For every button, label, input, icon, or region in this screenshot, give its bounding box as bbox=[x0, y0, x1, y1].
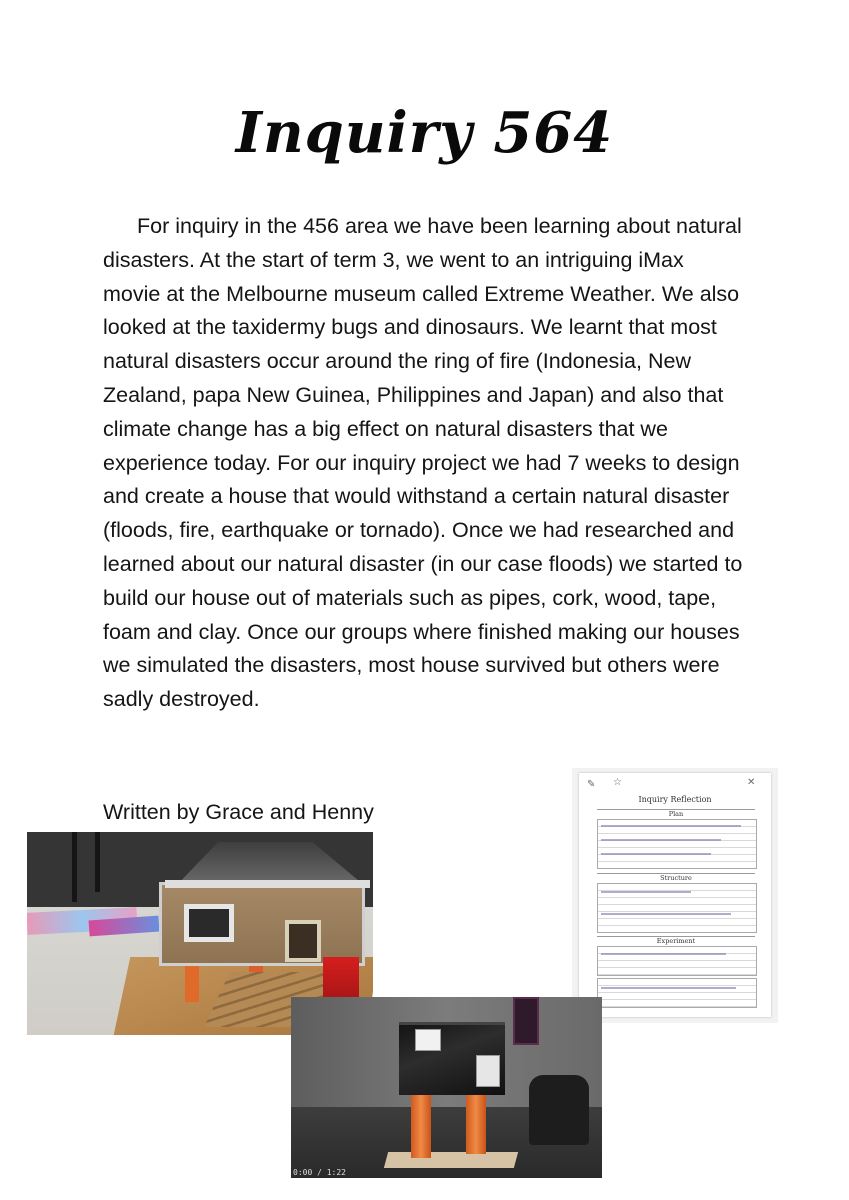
star-doodle-icon: ☆ bbox=[613, 777, 622, 788]
sheet-section-heading: Structure bbox=[597, 873, 755, 882]
chair-leg bbox=[72, 832, 77, 902]
house-label bbox=[415, 1029, 441, 1051]
office-chair bbox=[529, 1075, 589, 1145]
house-label bbox=[476, 1055, 500, 1087]
roof-edge bbox=[165, 880, 370, 888]
handwritten-mark: ✕ bbox=[747, 777, 756, 788]
wall-poster bbox=[513, 997, 539, 1045]
colored-paper bbox=[89, 916, 160, 937]
reflection-sheet-photo bbox=[572, 768, 778, 1023]
sheet-answer-box bbox=[597, 978, 757, 1008]
stilt-house-photo bbox=[291, 997, 602, 1178]
stilt-leg bbox=[185, 960, 199, 1002]
handwriting-line bbox=[601, 853, 711, 855]
handwriting-line bbox=[601, 913, 731, 915]
byline: Written by Grace and Henny bbox=[103, 800, 374, 824]
video-timestamp: 0:00 / 1:22 bbox=[293, 1168, 346, 1177]
stilt-leg bbox=[411, 1092, 431, 1158]
sheet-section-heading: Experiment bbox=[597, 936, 755, 945]
body-paragraph-container bbox=[103, 210, 743, 717]
body-paragraph: For inquiry in the 456 area we have been learning about natural disasters. At the start of term 3, we went to an intriguing iMax movie at the Melbourne museum called Extreme Weather. We also looked at the taxidermy bugs and dinosaurs. We learnt that most natural disasters occur around the ring of fire (Indonesia, New Zealand, papa New Guinea, Philippines and Japan) and also that climate change has a big effect on natural disasters that we experience today. For our inquiry project we had 7 weeks to design and create a house that would withstand a certain natural disaster (floods, fire, earthquake or tornado). Once we had researched and learned about our natural disaster (in our case floods) we started to build our house out of materials such as pipes, cork, wood, tape, foam and clay. Once our groups where finished making our houses we simulated the disasters, most house survived but others were sadly destroyed. bbox=[103, 214, 743, 712]
handwriting-line bbox=[601, 825, 741, 827]
handwriting-line bbox=[601, 953, 726, 955]
handwriting-line bbox=[601, 839, 721, 841]
stilt-leg bbox=[466, 1092, 486, 1154]
page-title: Inquiry 564 bbox=[235, 100, 614, 166]
handwriting-line bbox=[601, 891, 691, 893]
house-door bbox=[285, 920, 321, 962]
sheet-section-heading: Plan bbox=[597, 809, 755, 818]
handwritten-mark: ✎ bbox=[587, 779, 596, 790]
house-base bbox=[384, 1152, 518, 1168]
sheet-title: Inquiry Reflection bbox=[638, 795, 712, 804]
chair-leg bbox=[95, 832, 100, 892]
house-window bbox=[184, 904, 234, 942]
reflection-sheet bbox=[579, 773, 771, 1017]
handwriting-line bbox=[601, 987, 736, 989]
sheet-answer-box bbox=[597, 946, 757, 976]
